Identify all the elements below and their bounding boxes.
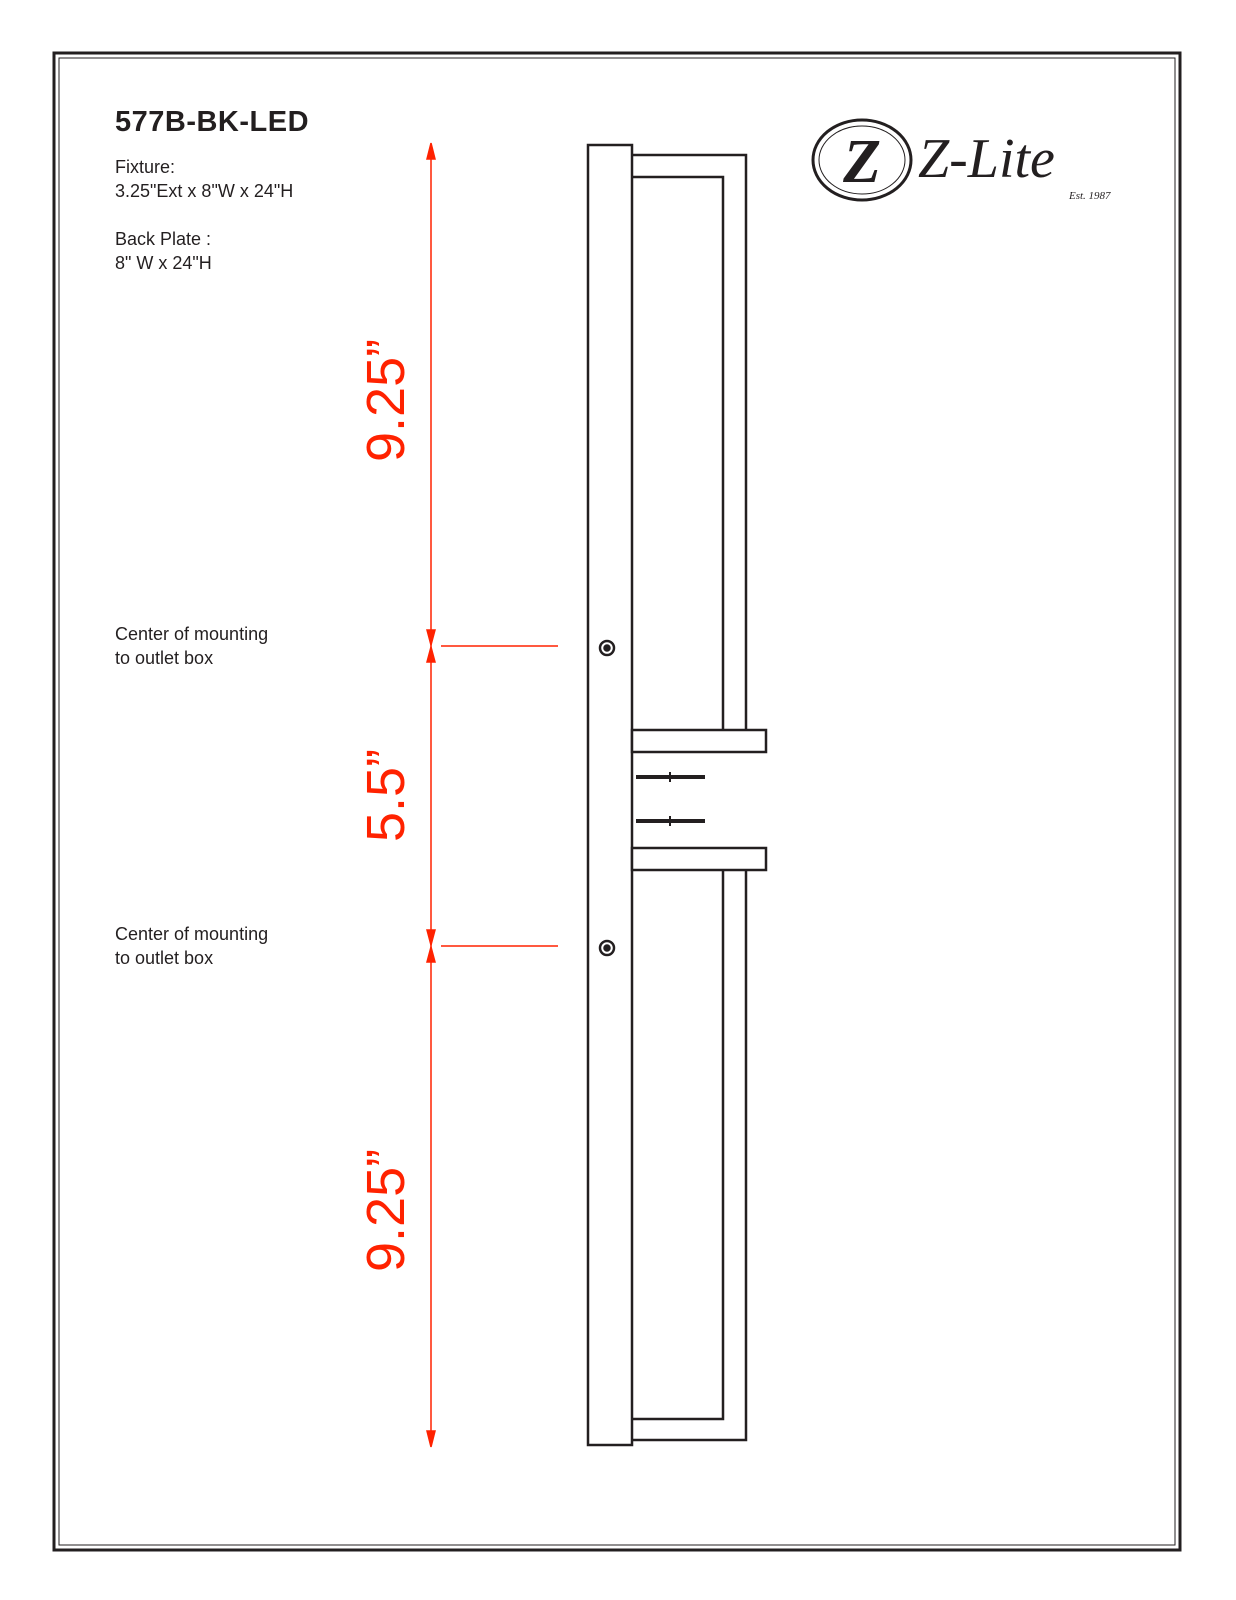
arrow-upper-in [427,630,435,645]
dimension-bottom-label: 9.25” [356,1148,416,1272]
backplate-label: Back Plate : [115,229,212,249]
fixture-label: Fixture: [115,157,176,177]
upper-bracket [632,730,766,752]
dimension-middle-label: 5.5” [356,748,416,842]
arrow-top [427,143,435,159]
brand-established: Est. 1987 [1069,190,1111,202]
arrow-upper-out [427,647,435,662]
mounting-note-lower: Center of mounting to outlet box [115,924,269,968]
fixture-drawing [588,145,766,1445]
mounting-note-upper: Center of mounting to outlet box [115,624,269,668]
dimension-line [427,143,558,1447]
model-number: 577B-BK-LED [115,106,310,138]
frame-inner-top [632,177,723,730]
frame-outer-bottom [632,870,746,1440]
brand-logo [813,120,911,200]
inner-frame [59,58,1175,1545]
arrow-lower-in [427,930,435,945]
frame-outer-top [632,155,746,730]
lower-bracket [632,848,766,870]
brand-name: Z-Lite [918,128,1055,190]
arrow-bottom [427,1431,435,1447]
arrow-lower-out [427,947,435,962]
backplate-dimensions: 8" W x 24"H [115,253,212,273]
logo-monogram: Z [843,128,881,196]
fixture-dimensions: 3.25"Ext x 8"W x 24"H [115,181,294,201]
back-plate [588,145,632,1445]
frame-inner-bottom [632,870,723,1419]
outer-frame [54,53,1180,1550]
dimension-top-label: 9.25” [356,338,416,462]
